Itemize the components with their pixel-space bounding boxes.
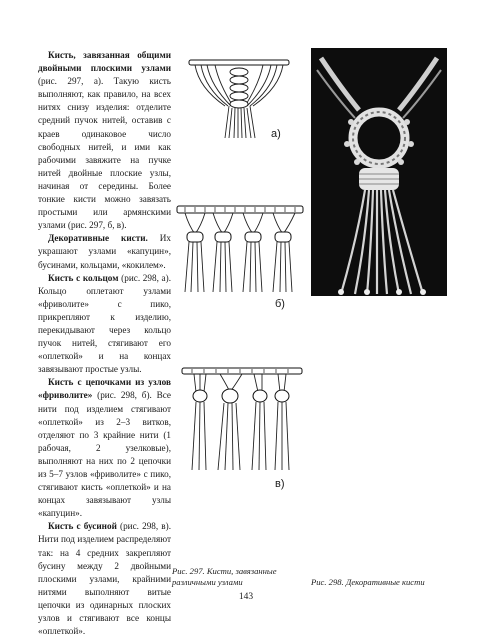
figure-label-b: б) <box>275 298 285 310</box>
figure-label-a: а) <box>271 128 281 140</box>
figure-297a-flat-knot-tassel <box>185 48 295 140</box>
paragraph-body: Их украшают узлами «капуцин», бусинами, кольцами, «кокилем». <box>38 233 171 270</box>
caption-fig-297: Рис. 297. Кисти, завязанные различными узлами <box>172 566 277 587</box>
paragraph-lead: Кисть с бусиной <box>48 521 117 532</box>
paragraph-decorative-tassels <box>38 232 171 271</box>
tassel-photo-drawing <box>311 48 447 296</box>
paragraph-lead: Кисть с цепочками из узлов «фриволите» <box>38 377 171 401</box>
figure-297b-simple-knot-tassels <box>175 198 305 296</box>
caption-fig-298: Рис. 298. Декоративные кисти <box>311 577 425 587</box>
paragraph-body: (рис. 298, б). Все нити под изделием стягивают «оплеткой» из 2–3 витков, отделяют по 3 крайние нити (1 рабочая, 2 узелковые), выполняют на них по 2 цепочки из 5–7 узлов «фриволите» с пико, стягивают кисть «оплеткой» и на концах завязывают узлы «капуцин». <box>38 390 171 519</box>
paragraph-tassel-bead <box>38 520 171 638</box>
decorative-tassel-photo <box>311 48 447 296</box>
paragraph-tassel-chains <box>38 376 171 520</box>
paragraph-tassel-ring <box>38 272 171 377</box>
figure-297c-armenian-knot-tassels <box>180 362 305 474</box>
paragraph-tassel-flat-knots <box>38 49 171 232</box>
paragraph-lead: Декоративные кисти. <box>48 233 148 244</box>
text-column <box>38 49 171 638</box>
paragraph-lead: Кисть, завязанная общими двойными плоскими узлами <box>38 50 171 74</box>
figure-label-c: в) <box>275 478 285 490</box>
page-number: 143 <box>238 592 254 602</box>
paragraph-lead: Кисть с кольцом <box>48 272 119 283</box>
paragraph-body: (рис. 297, а). Такую кисть выполняют, как правило, на всех нитях снизу изделия: отделите средний пучок нитей, оставив с краев одинаковое число свободных нитей, и ими как рабочими завяжите на пучке нитей двойные плоские узлы, начиная от середины. Более тонкие кисти можно завязать простыми или армянскими узлами (рис. 297, б, в). <box>38 76 171 231</box>
paragraph-body: (рис. 298, а). Кольцо оплетают узлами «фриволите» с пико, прикрепляют к изделию, перекидывают через кольцо пучок нитей, стягивают его «оплеткой» и на концах завязывают простые узлы. <box>38 272 171 375</box>
paragraph-body: (рис. 298, в). Нити под изделием распределяют так: на 4 средних закрепляют бусину между 2 двойными плоскими узлами, крайними нитями выполняют витые цепочки из одинарных плоских узлов и стягивают все концы «оплеткой». <box>38 521 172 637</box>
